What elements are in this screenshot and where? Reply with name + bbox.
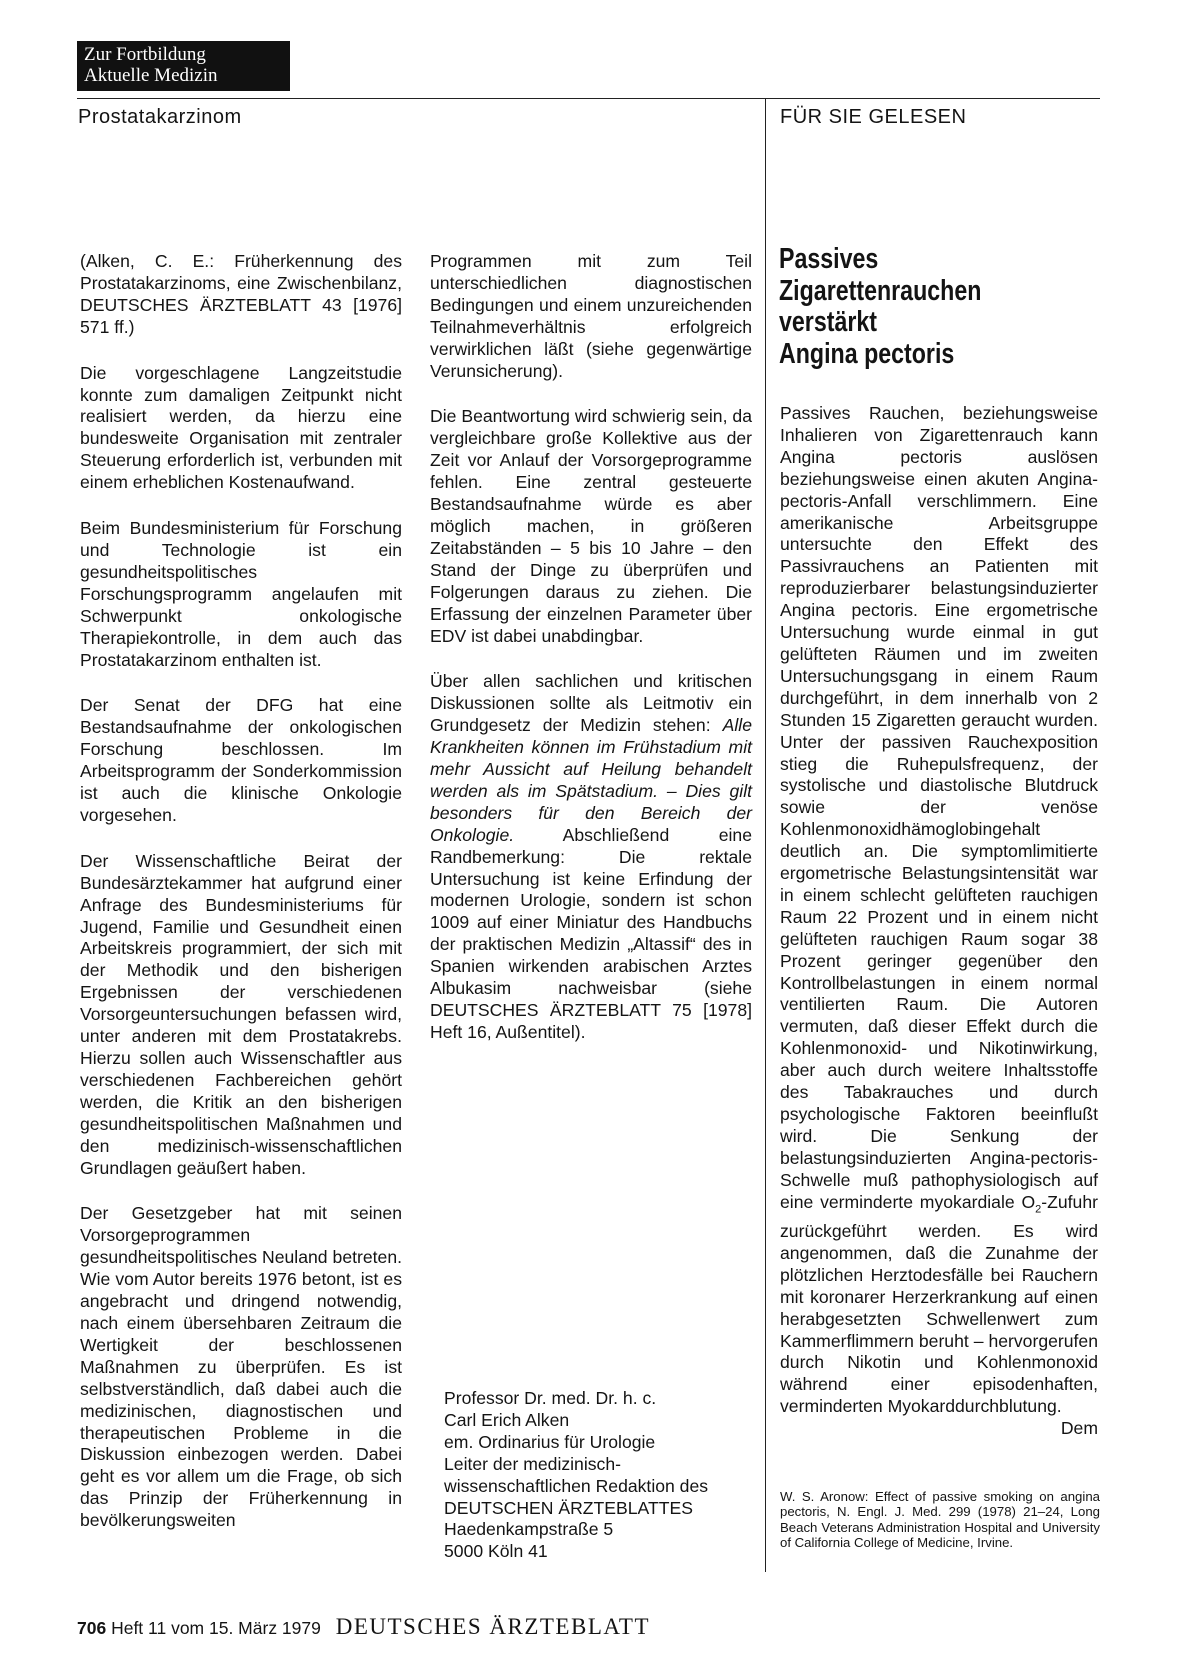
paragraph: (Alken, C. E.: Früherkennung des Prostatakarzinoms, eine Zwischenbilanz, DEUTSCHES ÄRZTEBLATT 43 [1976] 571 ff.) bbox=[80, 251, 402, 337]
paragraph: Der Wissenschaftliche Beirat der Bundesärztekammer hat aufgrund einer Anfrage des Bundesministeriums für Jugend, Familie und Gesundheit einen Arbeitskreis programmiert, der sich mit der Methodik und den bisherigen Ergebnissen der verschiedenen Vorsorgeuntersuchungen befassen wird, unter anderen mit dem Prostatakrebs. Hierzu sollen auch Wissenschaftler aus verschiedenen Fachbereichen gehört werden, die Kritik an den bisherigen gesundheitspolitischen Maßnahmen und den medizinisch-wissenschaftlichen Grundlagen geäußert haben. bbox=[80, 850, 402, 1178]
paragraph: Der Gesetzgeber hat mit seinen Vorsorgeprogrammen gesundheitspolitisches Neuland betreten. Wie vom Autor bereits 1976 betont, ist es angebracht und dringend notwendig, nach einem übersehbaren Zeitraum die Wertigkeit der beschlossenen Maßnahmen zu überprüfen. Es ist selbstverständlich, daß dabei auch die medizinischen, diagnostischen und therapeutischen Probleme in die Diskussion einbezogen werden. Dabei geht es vor allem um die Frage, ob sich das Prinzip der Früherkennung in bevölkerungsweiten bbox=[80, 1203, 402, 1531]
reference-citation: W. S. Aronow: Effect of passive smoking on angina pectoris, N. Engl. J. Med. 299 (1978) 21–24, Long Beach Veterans Administration Hospital and University of California College of Medicine, Irvine. bbox=[780, 1489, 1100, 1550]
section-title-right: FÜR SIE GELESEN bbox=[780, 106, 967, 128]
emphasis-text: Alle Krankheiten können im Frühstadium mit mehr Aussicht auf Heilung behandelt werden als im Spätstadium. – Dies gilt besonders für den Bereich der Onkologie. bbox=[430, 715, 752, 845]
article-headline bbox=[779, 244, 1035, 370]
signature-line: Professor Dr. med. Dr. h. c. bbox=[444, 1388, 657, 1408]
paragraph bbox=[430, 671, 752, 1043]
paragraph: Die vorgeschlagene Langzeitstudie konnte zum damaligen Zeitpunkt nicht realisiert werden, da hierzu eine bundesweite Organisation mit zentraler Steuerung erforderlich ist, verbunden mit einem erheblichen Kostenaufwand. bbox=[80, 362, 402, 493]
text-run: Abschließend eine Randbemerkung: Die rektale Untersuchung ist keine Erfindung der modernen Urologie, sondern ist schon 1009 auf einer Miniatur des Handbuchs der praktischen Medizin „Altassif“ des in Spanien wirkenden arabischen Arztes Albukasim nachweisbar (siehe DEUTSCHES ÄRZTEBLATT 75 [1978] Heft 16, Außentitel). bbox=[430, 824, 752, 1042]
author-initials: Dem bbox=[1060, 1418, 1098, 1439]
page-number: 706 bbox=[77, 1618, 107, 1638]
signature-line: Carl Erich Alken bbox=[444, 1409, 570, 1430]
header-rule bbox=[77, 98, 1100, 99]
signature-line: Haedenkampstraße 5 bbox=[444, 1519, 614, 1540]
paragraph: Die Beantwortung wird schwierig sein, da vergleichbare große Kollektive aus der Zeit vor Anlauf der Vorsorgeprogramme fehlen. Eine zentral gesteuerte Bestandsaufnahme würde es aber möglich machen, in größeren Zeitabständen – 5 bis 10 Jahre – den Stand der Dinge zu überprüfen und Folgerungen daraus zu ziehen. Die Erfassung der einzelnen Parameter über EDV ist dabei unabdingbar. bbox=[430, 406, 752, 646]
paragraph: Programmen mit zum Teil unterschiedlichen diagnostischen Bedingungen und einem unzureichenden Teilnahmeverhältnis erfolgreich verwirklichen läßt (siehe gegenwärtige Verunsicherung). bbox=[430, 251, 752, 381]
rubric-line-2: Aktuelle Medizin bbox=[84, 65, 218, 86]
magazine-title: DEUTSCHES ÄRZTEBLATT bbox=[335, 1614, 651, 1639]
subscript: 2 bbox=[1035, 1203, 1042, 1216]
text-run: Über allen sachlichen und kritischen Diskussionen sollte als Leitmotiv ein Grundgesetz der Medizin stehen: bbox=[430, 671, 752, 736]
paragraph bbox=[780, 403, 1098, 1418]
article-column-3 bbox=[780, 403, 1098, 1440]
rubric-line-1: Zur Fortbildung bbox=[84, 44, 206, 65]
signature-line: wissenschaftlichen Redaktion des bbox=[444, 1475, 709, 1496]
signature-line: DEUTSCHEN ÄRZTEBLATTES bbox=[444, 1497, 693, 1518]
article-column-2 bbox=[430, 251, 752, 1044]
paragraph: Beim Bundesministerium für Forschung und Technologie ist ein gesundheitspolitisches Forschungsprogramm angelaufen mit Schwerpunkt onkologische Therapiekontrolle, in dem auch das Prostatakarzinom enthalten ist. bbox=[80, 518, 402, 670]
headline-line: Zigarettenrauchen bbox=[779, 274, 982, 307]
section-title-left: Prostatakarzinom bbox=[78, 106, 242, 128]
article-column-1 bbox=[80, 251, 402, 1532]
column-divider bbox=[765, 98, 766, 1572]
rubric-badge bbox=[77, 41, 290, 91]
headline-line: verstärkt bbox=[779, 306, 878, 338]
headline-line: Passives bbox=[779, 243, 879, 275]
author-signature bbox=[444, 1388, 774, 1563]
signature-line: Leiter der medizinisch- bbox=[444, 1453, 621, 1474]
issue-info: Heft 11 vom 15. März 1979 bbox=[111, 1618, 321, 1638]
text-run: -Zufuhr zurückgeführt werden. Es wird angenommen, daß die Zunahme der plötzlichen Herztodesfälle bei Rauchern mit koronarer Herzerkrankung auf einen herabgesetzten Schwellenwert zum Kammerflimmern beruht – hervorgerufen durch Nikotin und Kohlenmonoxid während einer episodenhaften, verminderten Myokarddurchblutung. bbox=[780, 1191, 1098, 1417]
page-footer bbox=[77, 1614, 650, 1640]
paragraph: Der Senat der DFG hat eine Bestandsaufnahme der onkologischen Forschung beschlossen. Im Arbeitsprogramm der Sonderkommission ist auch die klinische Onkologie vorgesehen. bbox=[80, 695, 402, 825]
text-run: Passives Rauchen, beziehungsweise Inhalieren von Zigarettenrauch kann Angina pectoris auslösen beziehungsweise einen akuten Angina-pectoris-Anfall verschlimmern. Eine amerikanische Arbeitsgruppe untersuchte den Effekt des Passivrauchens an Patienten mit reproduzierbarer belastungsinduzierter Angina pectoris. Eine ergometrische Untersuchung wurde einmal in gut gelüfteten Räumen und im zweiten Untersuchungsgang in einem Raum durchgeführt, in dem innerhalb von 2 Stunden 15 Zigaretten geraucht wurden. Unter der passiven Rauchexposition stieg die Ruhepulsfrequenz, der systolische und diastolische Blutdruck sowie der venöse Kohlenmonoxidhämoglobingehalt deutlich an. Die symptomlimitierte ergometrische Belastungsintensität war in einem schlecht gelüfteten rauchigen Raum 22 Prozent und in einem nicht gelüfteten rauchigen Raum sogar 38 Prozent geringer gegenüber den Kontrollbelastungen in einem normal ventilierten Raum. Die Autoren vermuten, daß dieser Effekt durch die Kohlenmonoxid- und Nikotinwirkung, aber auch durch weitere Inhaltsstoffe des Tabakrauches und durch psychologische Faktoren beeinflußt wird. Die Senkung der belastungsinduzierten Angina-pectoris-Schwelle muß pathophysiologisch auf eine verminderte myokardiale O bbox=[780, 403, 1098, 1212]
headline-line: Angina pectoris bbox=[779, 337, 955, 370]
signature-line: 5000 Köln 41 bbox=[444, 1541, 548, 1562]
signature-line: em. Ordinarius für Urologie bbox=[444, 1431, 656, 1452]
